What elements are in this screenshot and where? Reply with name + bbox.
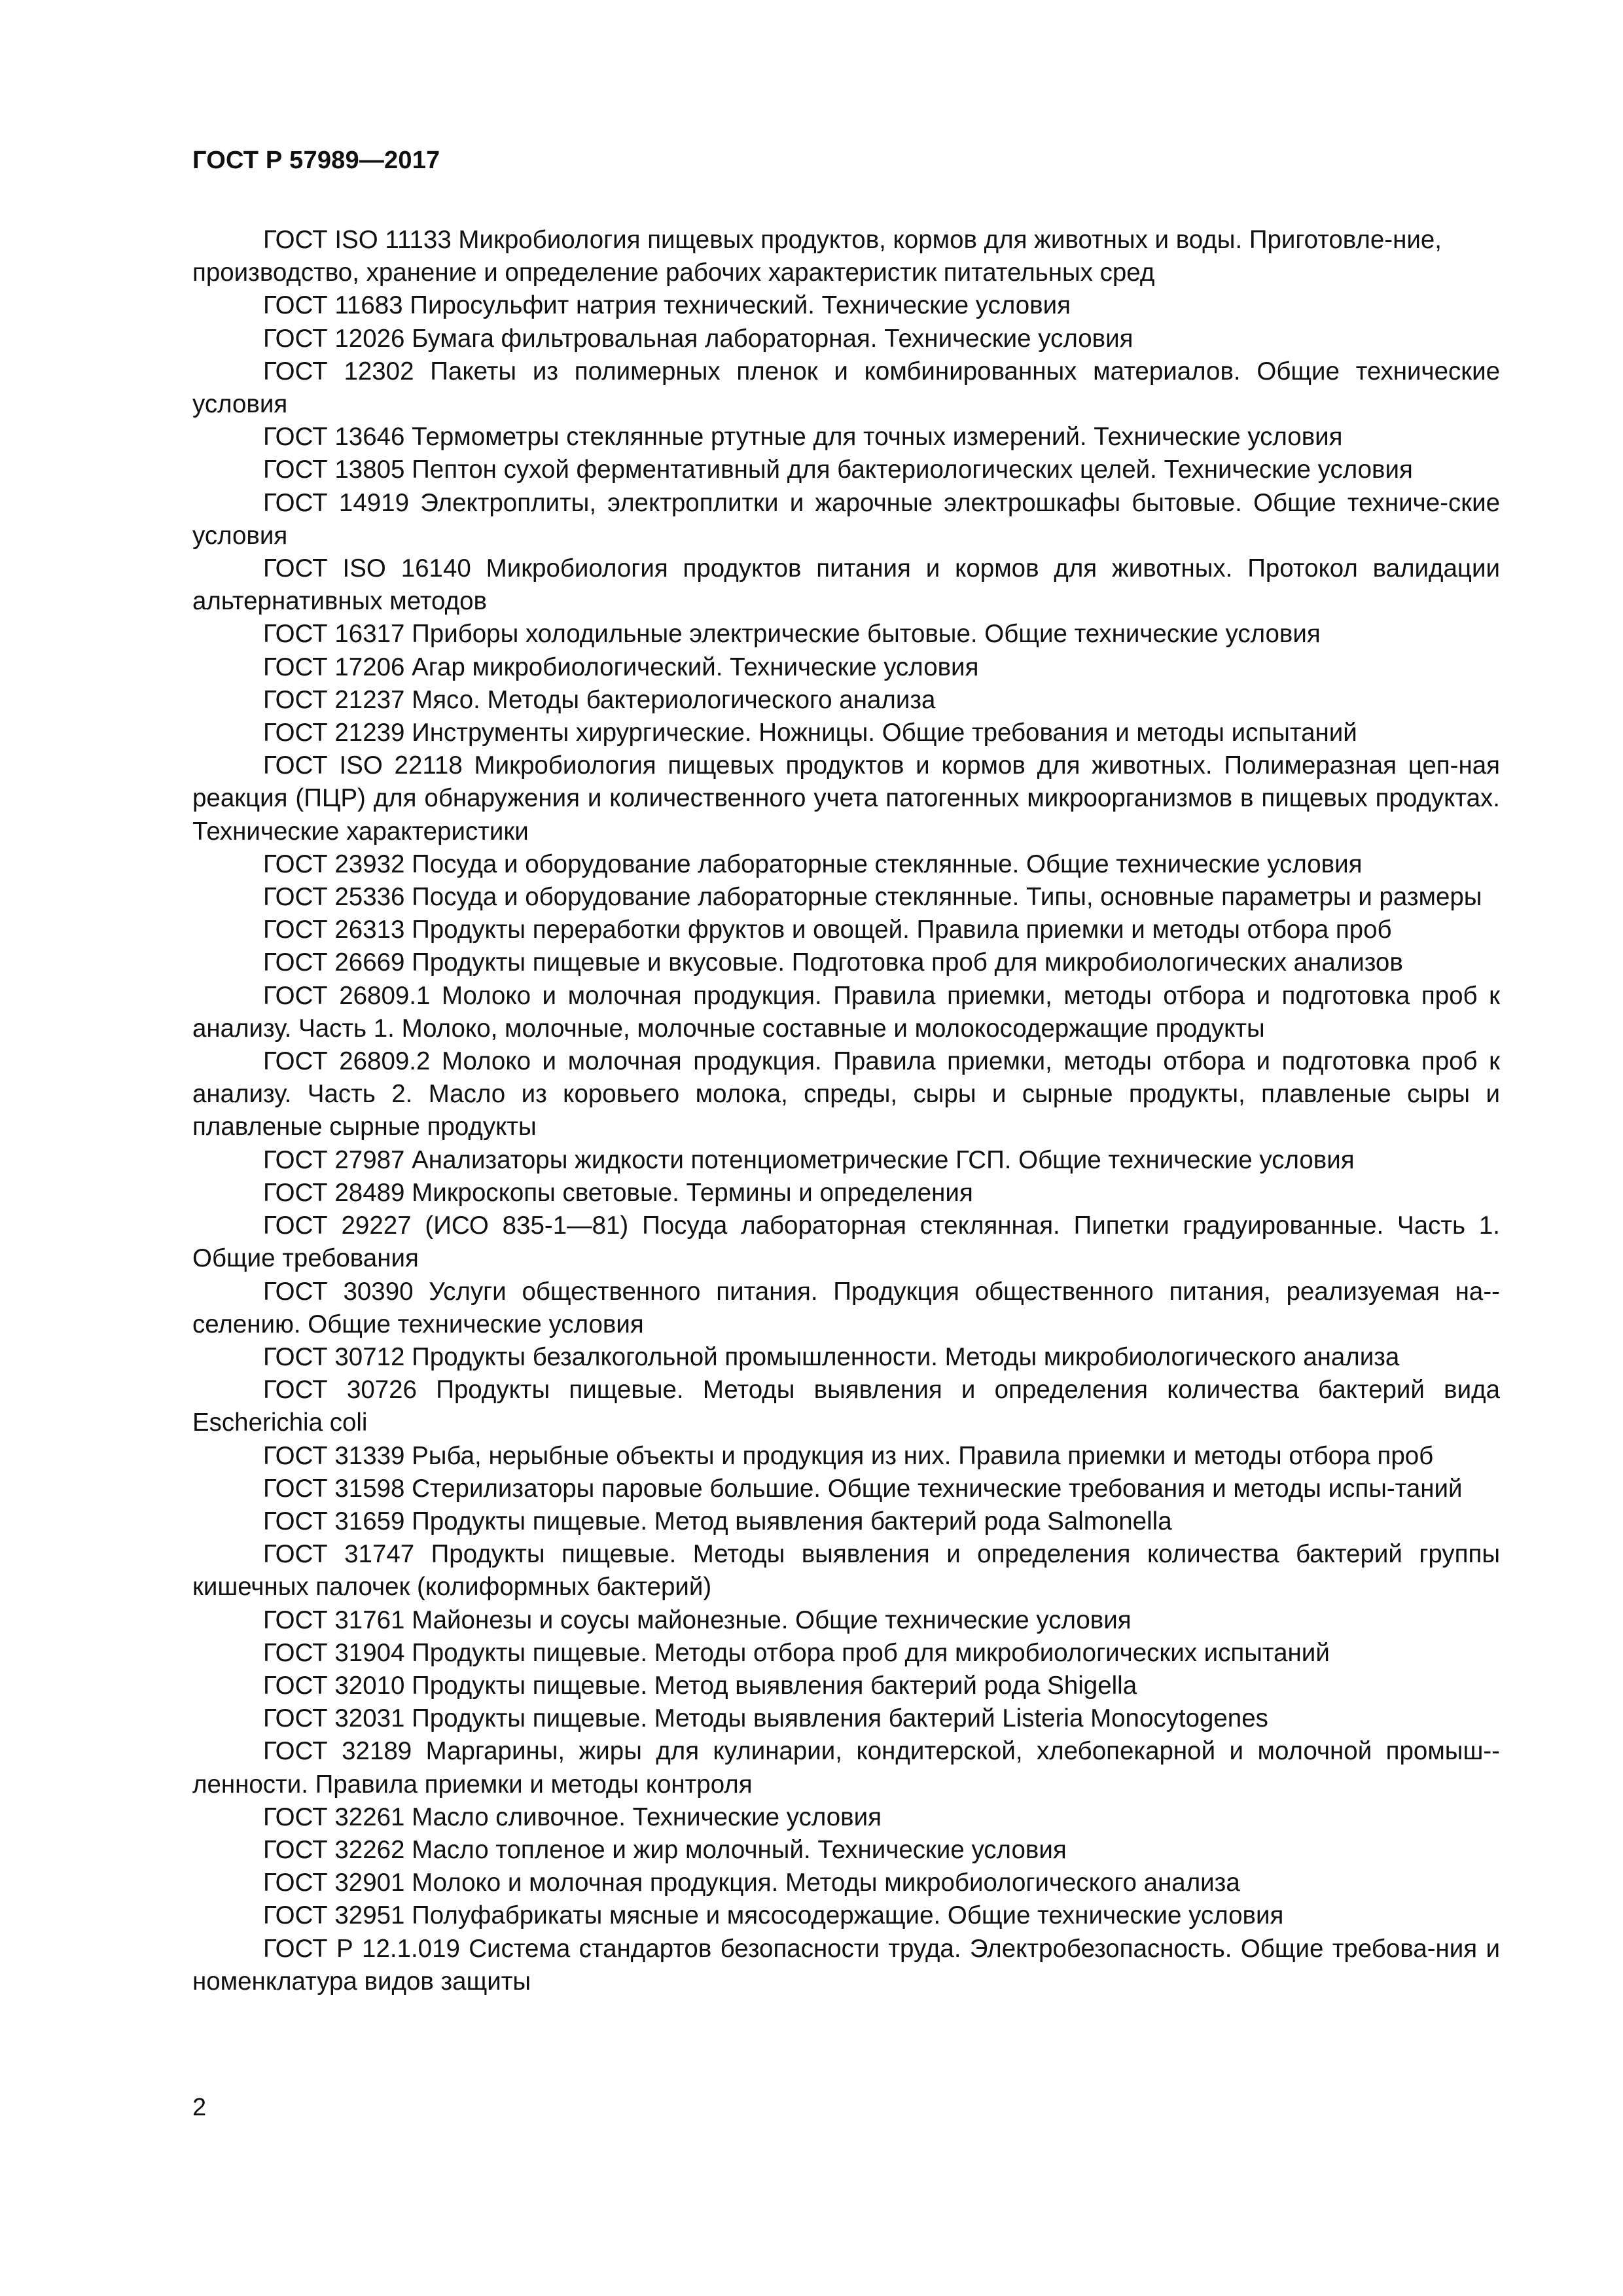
reference-entry: ГОСТ 17206 Агар микробиологический. Технические условия (263, 653, 979, 681)
reference-entry: ГОСТ ISO 22118 Микробиология пищевых продуктов и кормов для животных. Полимеразная цеп-ная реакция (ПЦР) для обнаружения и количественного учета патогенных микроорганизмов в пищевых продуктах. Технические характеристики (192, 751, 1500, 846)
reference-entry: ГОСТ 16317 Приборы холодильные электрические бытовые. Общие технические условия (263, 620, 1321, 649)
reference-entry: ГОСТ 30390 Услуги общественного питания. Продукция общественного питания, реализуемая на-селению. Общие технические условия (192, 1277, 1500, 1338)
reference-entry: ГОСТ 31659 Продукты пищевые. Метод выявления бактерий рода Salmonella (263, 1507, 1172, 1535)
normative-references-list (192, 224, 1500, 1998)
reference-entry: ГОСТ 29227 (ИСО 835-1—81) Посуда лабораторная стеклянная. Пипетки градуированные. Часть 1. Общие требования (192, 1211, 1500, 1273)
reference-entry: ГОСТ 12302 Пакеты из полимерных пленок и комбинированных материалов. Общие технические условия (192, 357, 1500, 419)
reference-entry: ГОСТ 32189 Маргарины, жиры для кулинарии, кондитерской, хлебопекарной и молочной промыш-ленности. Правила приемки и методы контроля (192, 1737, 1500, 1799)
reference-entry: ГОСТ 26313 Продукты переработки фруктов и овощей. Правила приемки и методы отбора проб (263, 916, 1392, 944)
reference-entry: ГОСТ 26669 Продукты пищевые и вкусовые. Подготовка проб для микробиологических анализов (263, 948, 1403, 977)
reference-entry: ГОСТ 32010 Продукты пищевые. Метод выявления бактерий рода Shigella (263, 1671, 1137, 1700)
reference-entry: ГОСТ 28489 Микроскопы световые. Термины и определения (263, 1178, 973, 1207)
reference-entry: ГОСТ 30726 Продукты пищевые. Методы выявления и определения количества бактерий вида Escherichia coli (192, 1376, 1500, 1437)
reference-entry: ГОСТ 21239 Инструменты хирургические. Ножницы. Общие требования и методы испытаний (263, 719, 1357, 747)
reference-entry: ГОСТ ISO 16140 Микробиология продуктов питания и кормов для животных. Протокол валидации альтернативных методов (192, 554, 1500, 616)
reference-entry: ГОСТ 32262 Масло топленое и жир молочный. Технические условия (263, 1835, 1067, 1864)
reference-entry: ГОСТ 14919 Электроплиты, электроплитки и жарочные электрошкафы бытовые. Общие техниче-ские условия (192, 488, 1500, 550)
page-number: 2 (192, 2094, 207, 2121)
reference-entry: ГОСТ 13805 Пептон сухой ферментативный для бактериологических целей. Технические условия (263, 456, 1413, 484)
reference-entry: ГОСТ 13646 Термометры стеклянные ртутные для точных измерений. Технические условия (263, 423, 1343, 452)
reference-entry: ГОСТ 26809.2 Молоко и молочная продукция. Правила приемки, методы отбора и подготовка проб к анализу. Часть 2. Масло из коровьего молока, спреды, сыры и сырные продукты, плавленые сыры и плавленые сырные продукты (192, 1047, 1500, 1141)
reference-entry: ГОСТ 26809.1 Молоко и молочная продукция. Правила приемки, методы отбора и подготовка проб к анализу. Часть 1. Молоко, молочные, молочные составные и молокосодержащие продукты (192, 981, 1500, 1043)
reference-entry: ГОСТ 30712 Продукты безалкогольной промышленности. Методы микробиологического анализа (263, 1342, 1400, 1371)
reference-entry: ГОСТ 31598 Стерилизаторы паровые большие. Общие технические требования и методы испы-таний (263, 1474, 1463, 1503)
reference-entry: ГОСТ 23932 Посуда и оборудование лабораторные стеклянные. Общие технические условия (263, 850, 1363, 878)
reference-entry: ГОСТ 31761 Майонезы и соусы майонезные. Общие технические условия (263, 1605, 1132, 1634)
reference-entry: ГОСТ 32901 Молоко и молочная продукция. Методы микробиологического анализа (263, 1869, 1240, 1897)
reference-entry: ГОСТ ISO 11133 Микробиология пищевых продуктов, кормов для животных и воды. Приготовле-ние, производство, хранение и определение рабочих характеристик питательных сред (192, 226, 1442, 287)
reference-entry: ГОСТ 25336 Посуда и оборудование лабораторные стеклянные. Типы, основные параметры и размеры (263, 883, 1482, 912)
reference-entry: ГОСТ 21237 Мясо. Методы бактериологического анализа (263, 685, 936, 714)
reference-entry: ГОСТ Р 12.1.019 Система стандартов безопасности труда. Электробезопасность. Общие требова-ния и номенклатура видов защиты (192, 1934, 1500, 1996)
page-header-standard-code: ГОСТ Р 57989—2017 (192, 147, 440, 174)
reference-entry: ГОСТ 32031 Продукты пищевые. Методы выявления бактерий Listeria Monocytogenes (263, 1704, 1268, 1733)
reference-entry: ГОСТ 31339 Рыба, нерыбные объекты и продукция из них. Правила приемки и методы отбора проб (263, 1441, 1434, 1470)
reference-entry: ГОСТ 32261 Масло сливочное. Технические условия (263, 1803, 882, 1831)
reference-entry: ГОСТ 27987 Анализаторы жидкости потенциометрические ГСП. Общие технические условия (263, 1145, 1355, 1174)
reference-entry: ГОСТ 31904 Продукты пищевые. Методы отбора проб для микробиологических испытаний (263, 1638, 1330, 1667)
reference-entry: ГОСТ 32951 Полуфабрикаты мясные и мясосодержащие. Общие технические условия (263, 1901, 1284, 1930)
reference-entry: ГОСТ 12026 Бумага фильтровальная лабораторная. Технические условия (263, 324, 1133, 353)
reference-entry: ГОСТ 11683 Пиросульфит натрия технический. Технические условия (263, 291, 1071, 320)
reference-entry: ГОСТ 31747 Продукты пищевые. Методы выявления и определения количества бактерий группы кишечных палочек (колиформных бактерий) (192, 1540, 1500, 1602)
